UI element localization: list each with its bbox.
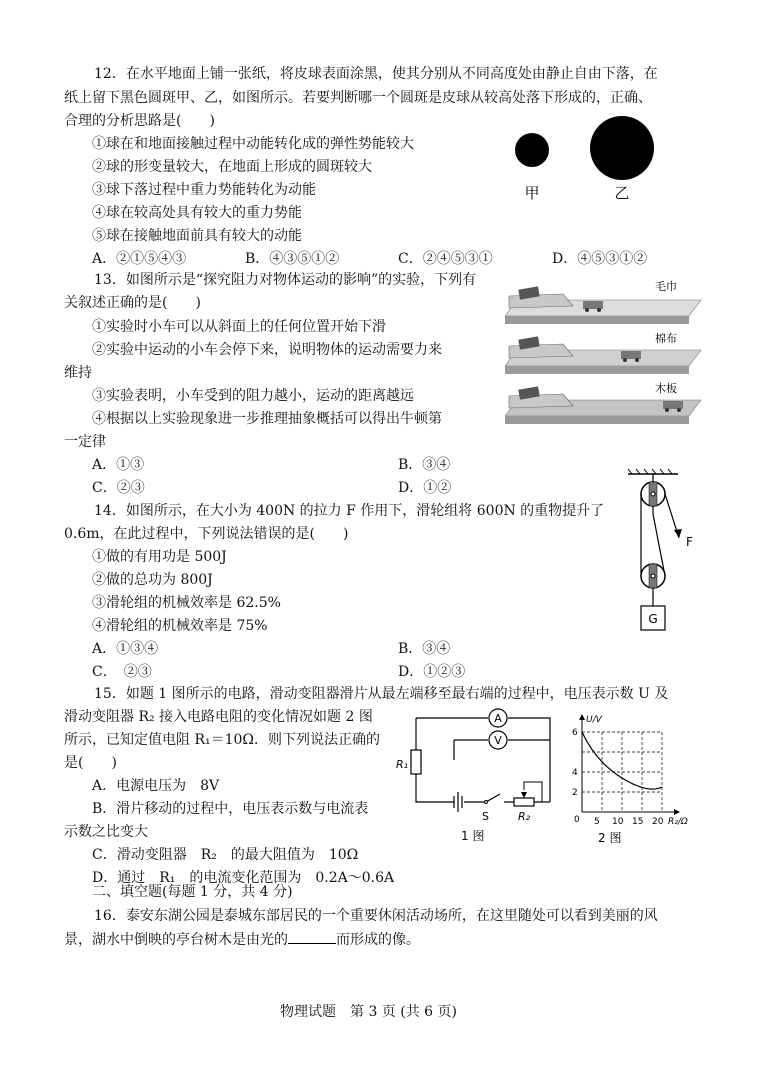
y-tick-2: 2 xyxy=(572,788,578,798)
ramp-wood xyxy=(505,381,701,424)
q15-option-a: A．电源电压为 8V xyxy=(92,778,220,794)
q14-stem-line2: 0.6m，在此过程中，下列说法错误的是( ) xyxy=(64,526,349,542)
switch-label: S xyxy=(482,810,489,823)
x-tick-0: 0 xyxy=(574,815,580,825)
ceiling xyxy=(628,469,678,474)
circuit-caption: 1 图 xyxy=(461,829,485,843)
q14-item-4: ④滑轮组的机械效率是 75% xyxy=(92,618,268,634)
q12-stem-line1: 12．在水平地面上铺一张纸，将皮球表面涂黑，使其分别从不同高度处由静止自由下落，在 xyxy=(94,66,658,82)
q12-item-5: ⑤球在接触地面前具有较大的动能 xyxy=(92,228,302,244)
spot-jia-label: 甲 xyxy=(524,184,540,202)
q12-stem-line3: 合理的分析思路是( ) xyxy=(64,113,215,129)
spot-yi-label: 乙 xyxy=(614,184,630,202)
u-curve xyxy=(582,732,662,789)
q16-line2-part2: 而形成的像。 xyxy=(336,932,420,948)
q12-item-2: ②球的形变量较大，在地面上形成的圆斑较大 xyxy=(92,159,372,175)
rheostat-r2 xyxy=(514,798,534,806)
x-tick-20: 20 xyxy=(652,817,664,827)
label-wood: 木板 xyxy=(655,382,677,395)
ammeter-label: A xyxy=(494,712,502,725)
section-fill-blank-heading: 二、填空题(每题 1 分，共 4 分) xyxy=(92,884,293,900)
q13-item-1: ①实验时小车可以从斜面上的任何位置开始下滑 xyxy=(92,319,386,335)
voltmeter-label: V xyxy=(494,734,502,747)
spot-jia xyxy=(515,133,549,167)
q15-option-c: C．滑动变阻器 R₂ 的最大阻值为 10Ω xyxy=(92,847,359,863)
q14-option-d: D．①②③ xyxy=(398,664,466,680)
q16-line2-part1: 景，湖水中倒映的亭台树木是由光的 xyxy=(64,932,288,948)
q13-item-4-cont: 一定律 xyxy=(64,434,106,450)
q13-item-3: ③实验表明，小车受到的阻力越小，运动的距离越远 xyxy=(92,388,414,404)
q13-option-d: D．①② xyxy=(398,480,452,496)
fixed-pulley xyxy=(641,482,665,506)
movable-pulley xyxy=(641,564,665,588)
q13-option-a: A．①③ xyxy=(92,457,145,473)
q12-stem-line2: 纸上留下黑色圆斑甲、乙，如图所示。若要判断哪一个圆斑是皮球从较高处落下形成的，正确、 xyxy=(64,90,652,106)
spot-yi xyxy=(590,116,654,180)
q14-item-1: ①做的有用功是 500J xyxy=(92,549,227,565)
q16-line2 xyxy=(64,929,420,950)
q13-stem-line2: 关叙述正确的是( ) xyxy=(64,295,201,311)
label-towel: 毛巾 xyxy=(655,280,677,293)
q13-option-b: B．③④ xyxy=(398,457,451,473)
q12-item-3: ③球下落过程中重力势能转化为动能 xyxy=(92,182,316,198)
q15-stem-line4: 是( ) xyxy=(64,755,117,771)
q13-item-2-cont: 维持 xyxy=(64,365,92,381)
q15-stem-line3: 所示，已知定值电阻 R₁＝10Ω．则下列说法正确的 xyxy=(64,732,381,748)
q14-item-3: ③滑轮组的机械效率是 62.5% xyxy=(92,595,281,611)
q15-stem-line1: 15．如题 1 图所示的电路，滑动变阻器滑片从最左端移至最右端的过程中，电压表示数 U 及 xyxy=(94,686,669,702)
x-axis-label: R₂/Ω xyxy=(668,817,688,827)
ramp-cotton xyxy=(505,331,701,374)
y-tick-4: 4 xyxy=(572,768,578,778)
y-axis-label: U/V xyxy=(586,715,602,725)
q13-item-2: ②实验中运动的小车会停下来，说明物体的运动需要力来 xyxy=(92,342,442,358)
switch-symbol xyxy=(485,801,488,804)
q12-option-b: B．④③⑤①② xyxy=(245,251,340,267)
q15-u-r2-graph xyxy=(566,710,696,848)
graph-grid xyxy=(582,732,662,812)
q14-item-2: ②做的总功为 800J xyxy=(92,572,213,588)
r1-label: R₁ xyxy=(396,758,409,771)
q13-option-c: C．②③ xyxy=(92,480,145,496)
q12-option-d: D．④⑤③①② xyxy=(552,251,648,267)
q15-option-d: D．通过 R₁ 的电流变化范围为 0.2A～0.6A xyxy=(92,870,395,886)
weight-label: G xyxy=(648,612,658,626)
page-footer: 物理试题 第 3 页 (共 6 页) xyxy=(280,1004,457,1020)
q15-circuit-figure xyxy=(396,708,561,848)
q16-answer-blank[interactable] xyxy=(288,929,336,944)
resistor-r1 xyxy=(411,750,421,774)
q14-stem-line1: 14．如图所示，在大小为 400N 的拉力 F 作用下，滑轮组将 600N 的重物提升了 xyxy=(94,503,605,519)
q14-option-b: B．③④ xyxy=(398,641,451,657)
x-tick-10: 10 xyxy=(612,817,624,827)
graph-caption: 2 图 xyxy=(598,831,622,845)
battery-symbol xyxy=(454,792,462,812)
q15-option-b: B．滑片移动的过程中，电压表示数与电流表 xyxy=(92,801,369,817)
q15-option-b-cont: 示数之比变大 xyxy=(64,824,148,840)
label-cotton: 棉布 xyxy=(655,332,677,345)
q12-item-1: ①球在和地面接触过程中动能转化成的弹性势能较大 xyxy=(92,136,414,152)
q12-option-c: C．②④⑤③① xyxy=(398,251,493,267)
q13-friction-experiment-figure xyxy=(503,278,703,430)
q12-option-a: A．②①⑤④③ xyxy=(92,251,187,267)
ramp-towel xyxy=(505,279,701,324)
q15-stem-line2: 滑动变阻器 R₂ 接入电路电阻的变化情况如题 2 图 xyxy=(64,709,373,725)
r2-label: R₂ xyxy=(518,810,531,823)
x-tick-5: 5 xyxy=(594,817,600,827)
y-tick-6: 6 xyxy=(572,728,578,738)
q14-pulley-figure xyxy=(616,468,706,638)
q14-option-c: C． ②③ xyxy=(92,664,152,680)
x-tick-15: 15 xyxy=(632,817,644,827)
force-label: F xyxy=(686,535,693,549)
q12-ball-spots-figure xyxy=(505,112,675,207)
q16-line1: 16．泰安东湖公园是泰城东部居民的一个重要休闲活动场所，在这里随处可以看到美丽的风 xyxy=(94,908,658,924)
q14-option-a: A．①③④ xyxy=(92,641,159,657)
q13-stem-line1: 13．如图所示是“探究阻力对物体运动的影响”的实验，下列有 xyxy=(94,272,477,288)
q13-item-4: ④根据以上实验现象进一步推理抽象概括可以得出牛顿第 xyxy=(92,411,442,427)
q12-item-4: ④球在较高处具有较大的重力势能 xyxy=(92,205,302,221)
